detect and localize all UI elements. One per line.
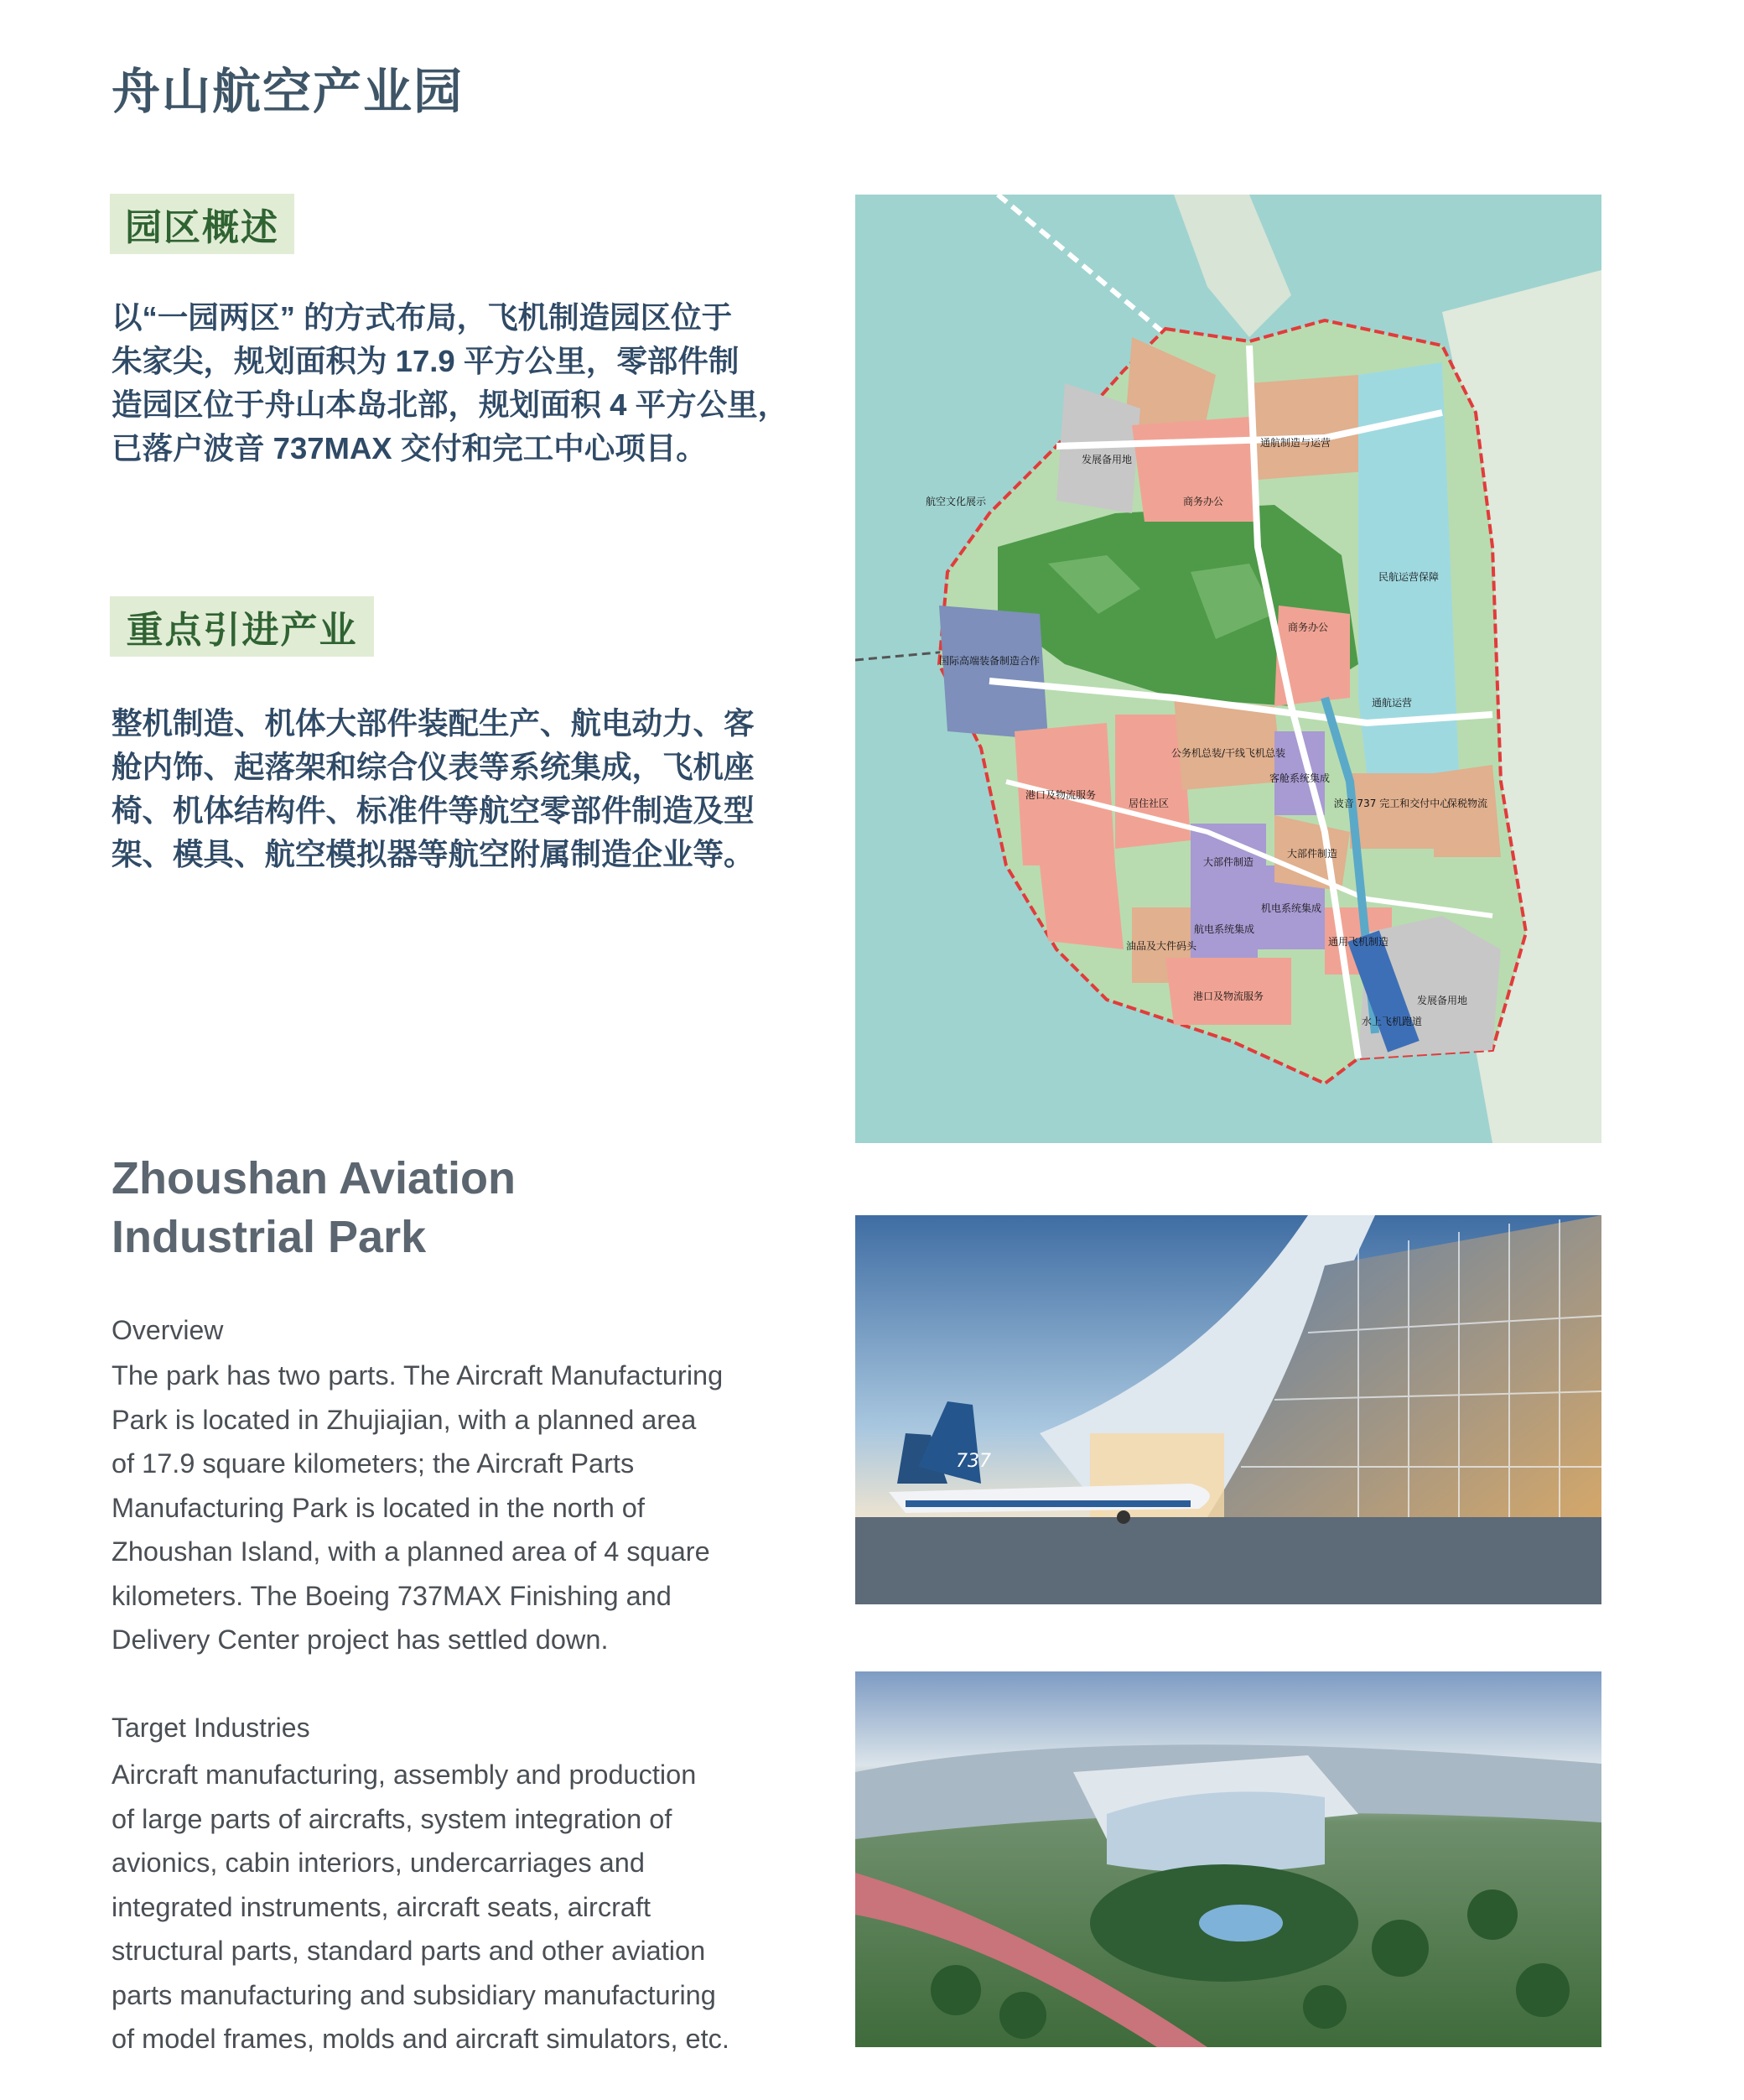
overview-cn-line: 已落户波音 737MAX 交付和完工中心项目。 — [112, 431, 707, 465]
aerial-rendering-graphic — [855, 1671, 1601, 2047]
map-label-general-aviation: 通航制造与运营 — [1259, 437, 1331, 449]
overview-en-line: Delivery Center project has settled down. — [112, 1624, 609, 1655]
industries-en-line: avionics, cabin interiors, undercarriages and — [112, 1848, 645, 1878]
map-label-big-parts-2: 大部件制造 — [1286, 848, 1338, 860]
map-label-avionics: 航电系统集成 — [1193, 923, 1255, 935]
park-planning-map — [855, 195, 1601, 1143]
map-label-big-parts-1: 大部件制造 — [1202, 856, 1254, 868]
aerial-rendering-photo — [855, 1671, 1601, 2047]
park-planning-map-graphic — [855, 195, 1601, 1143]
map-label-business-office-2: 商务办公 — [1287, 621, 1329, 633]
map-label-bizjet: 公务机总装/干线飞机总装 — [1170, 747, 1286, 759]
overview-en-paragraph — [112, 1354, 749, 1662]
section-tag-overview: 园区概述 — [110, 194, 294, 254]
map-label-port-logistics: 港口及物流服务 — [1025, 789, 1097, 801]
boeing-center-photo — [855, 1215, 1601, 1604]
overview-en-line: kilometers. The Boeing 737MAX Finishing and — [112, 1580, 672, 1611]
map-label-seaplane: 水上飞机跑道 — [1361, 1016, 1423, 1027]
overview-cn-line: 朱家尖，规划面积为 17.9 平方公里，零部件制 — [112, 344, 740, 378]
overview-en-line: The park has two parts. The Aircraft Manufacturing — [112, 1360, 724, 1390]
overview-cn-line: 以“一园两区” 的方式布局，飞机制造园区位于 — [112, 300, 733, 335]
overview-en-line: Zhoushan Island, with a planned area of 4 square — [112, 1536, 710, 1567]
map-label-oil-terminal: 油品及大件码头 — [1125, 940, 1197, 952]
overview-en-heading: Overview — [112, 1315, 224, 1345]
map-label-reserve-south: 发展备用地 — [1416, 995, 1468, 1006]
industries-cn-line: 舱内饰、起落架和综合仪表等系统集成，飞机座 — [112, 750, 755, 784]
page-title-cn: 舟山航空产业园 — [112, 65, 465, 119]
industries-en-line: Aircraft manufacturing, assembly and production — [112, 1760, 697, 1790]
map-label-bonded: 保税物流 — [1446, 798, 1488, 809]
overview-en-line: Manufacturing Park is located in the north of — [112, 1492, 645, 1523]
map-label-residential: 居住社区 — [1128, 798, 1170, 809]
industries-cn-paragraph — [112, 702, 757, 876]
page-title-en-line: Zhoushan Aviation — [112, 1153, 516, 1203]
industries-en-line: parts manufacturing and subsidiary manufacturing — [112, 1979, 716, 2010]
tail-737-label: 737 — [956, 1451, 991, 1472]
overview-en-line: Park is located in Zhujiajian, with a planned area — [112, 1404, 697, 1435]
map-label-electromech: 机电系统集成 — [1260, 902, 1322, 914]
map-label-aviation-culture: 航空文化展示 — [925, 496, 987, 507]
map-label-business-office: 商务办公 — [1182, 496, 1224, 507]
overview-en-line: of 17.9 square kilometers; the Aircraft Parts — [112, 1448, 635, 1479]
industries-en-line: of model frames, molds and aircraft simulators, etc. — [112, 2024, 729, 2054]
map-label-intl-equipment: 国际高端装备制造合作 — [938, 655, 1041, 667]
map-label-boeing-center: 波音 737 完工和交付中心 — [1333, 798, 1451, 809]
map-label-port-logistics-2: 港口及物流服务 — [1192, 990, 1264, 1002]
map-label-civil-aviation: 民航运营保障 — [1378, 571, 1440, 583]
map-label-general-ops: 通航运营 — [1371, 697, 1413, 709]
section-tag-industries: 重点引进产业 — [110, 596, 374, 657]
industries-en-line: of large parts of aircrafts, system integration of — [112, 1803, 672, 1834]
page-title-en-line: Industrial Park — [112, 1212, 427, 1262]
industries-cn-line: 整机制造、机体大部件装配生产、航电动力、客 — [112, 706, 755, 741]
industries-en-line: structural parts, standard parts and other aviation — [112, 1936, 706, 1966]
industries-cn-line: 架、模具、航空模拟器等航空附属制造企业等。 — [112, 837, 755, 871]
industries-en-line: integrated instruments, aircraft seats, aircraft — [112, 1891, 651, 1922]
overview-cn-paragraph — [112, 296, 789, 470]
map-label-reserve-north: 发展备用地 — [1081, 454, 1133, 465]
map-label-general-machine: 通用飞机制造 — [1327, 936, 1389, 948]
overview-cn-line: 造园区位于舟山本岛北部，规划面积 4 平方公里， — [112, 387, 789, 422]
industries-cn-line: 椅、机体结构件、标准件等航空零部件制造及型 — [112, 793, 755, 828]
page-title-en — [112, 1149, 516, 1266]
industries-en-heading: Target Industries — [112, 1713, 310, 1743]
boeing-center-photo-graphic — [855, 1215, 1601, 1604]
industries-en-paragraph — [112, 1753, 749, 2061]
map-label-cabin-systems: 客舱系统集成 — [1269, 772, 1331, 784]
